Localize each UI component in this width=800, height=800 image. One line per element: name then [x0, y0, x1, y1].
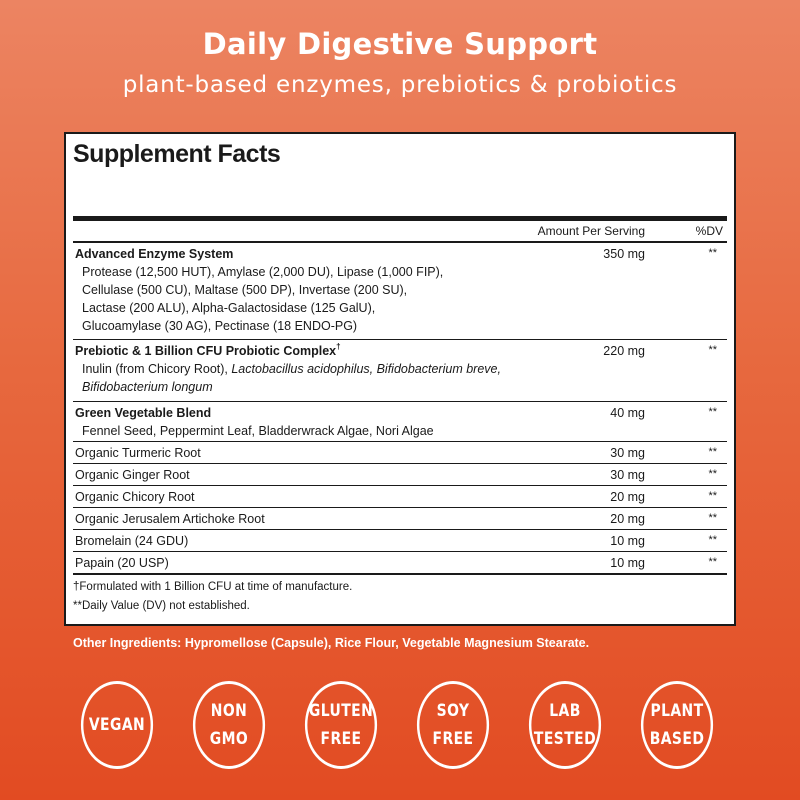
facts-footnotes — [73, 578, 727, 616]
row-sub-line: Glucoamylase (30 AG), Pectinase (18 ENDO-PG) — [82, 319, 358, 333]
row-name-text: Prebiotic & 1 Billion CFU Probiotic Complex — [75, 344, 337, 358]
facts-row-enzyme-system — [73, 243, 727, 340]
probiotic-strains: Lactobacillus acidophilus, Bifidobacterium breve, — [231, 362, 501, 376]
row-amount: 350 mg — [603, 247, 645, 261]
row-sub-line — [73, 378, 727, 396]
row-sub-line: Cellulase (500 CU), Maltase (500 DP), Invertase (200 SU), — [82, 283, 408, 297]
badge-line: FREE — [320, 729, 362, 749]
facts-row-green-blend — [73, 402, 727, 442]
row-sub-line: Protease (12,500 HUT), Amylase (2,000 DU), Lipase (1,000 FIP), — [82, 265, 444, 279]
row-amount: 20 mg — [610, 490, 645, 504]
badge-line: PLANT — [650, 701, 704, 721]
row-dv: ** — [708, 468, 717, 480]
probiotic-strains: Bifidobacterium longum — [82, 380, 213, 394]
badge-soy-free — [417, 681, 489, 769]
row-dv: ** — [708, 344, 717, 356]
facts-column-headers — [73, 224, 727, 240]
row-sub-line: Fennel Seed, Peppermint Leaf, Bladderwrack Algae, Nori Algae — [82, 424, 434, 438]
row-name: Organic Chicory Root — [75, 490, 195, 504]
facts-row-artichoke — [73, 508, 727, 530]
amount-column-header: Amount Per Serving — [537, 224, 645, 238]
row-amount: 10 mg — [610, 534, 645, 548]
row-dv: ** — [708, 247, 717, 259]
row-amount: 30 mg — [610, 468, 645, 482]
row-dv: ** — [708, 512, 717, 524]
dagger-mark: † — [336, 342, 341, 351]
badge-line: GLUTEN — [308, 701, 374, 721]
row-name: Bromelain (24 GDU) — [75, 534, 189, 548]
row-dv: ** — [708, 406, 717, 418]
badge-line: LAB — [549, 701, 581, 721]
row-amount: 220 mg — [603, 344, 645, 358]
facts-row-turmeric — [73, 442, 727, 464]
badge-row — [0, 681, 800, 773]
page-title: Daily Digestive Support — [202, 27, 598, 61]
row-name: Advanced Enzyme System — [75, 247, 234, 261]
badge-line: NON — [210, 701, 248, 721]
other-ingredients: Other Ingredients: Hypromellose (Capsule), Rice Flour, Vegetable Magnesium Stearate. — [73, 636, 590, 650]
facts-title: Supplement Facts — [73, 140, 281, 168]
thick-divider — [73, 216, 727, 221]
dv-column-header: %DV — [695, 224, 723, 238]
footnote-dv: **Daily Value (DV) not established. — [73, 600, 250, 612]
row-name: Organic Ginger Root — [75, 468, 190, 482]
page-subtitle: plant-based enzymes, prebiotics & probiotics — [122, 72, 678, 98]
badge-lab-tested — [529, 681, 601, 769]
badge-line: VEGAN — [88, 715, 146, 735]
facts-row-papain — [73, 552, 727, 575]
row-dv: ** — [708, 490, 717, 502]
row-dv: ** — [708, 534, 717, 546]
badge-line: SOY — [436, 701, 470, 721]
row-sub-line — [73, 360, 727, 378]
facts-row-ginger — [73, 464, 727, 486]
facts-rows — [73, 243, 727, 575]
row-amount: 10 mg — [610, 556, 645, 570]
footnote-cfu: †Formulated with 1 Billion CFU at time of manufacture. — [73, 581, 353, 593]
row-name: Organic Jerusalem Artichoke Root — [75, 512, 265, 526]
badge-line: FREE — [432, 729, 474, 749]
badge-line: BASED — [649, 729, 705, 749]
row-amount: 20 mg — [610, 512, 645, 526]
row-name: Papain (20 USP) — [75, 556, 169, 570]
facts-row-probiotic-complex — [73, 340, 727, 402]
supplement-facts-panel — [64, 132, 736, 626]
badge-line: TESTED — [533, 729, 597, 749]
facts-row-chicory — [73, 486, 727, 508]
row-name: Green Vegetable Blend — [75, 406, 212, 420]
sub-lead-text: Inulin (from Chicory Root), — [82, 362, 232, 376]
badge-line: GMO — [209, 729, 249, 749]
badge-non-gmo — [193, 681, 265, 769]
badge-vegan — [81, 681, 153, 769]
row-dv: ** — [708, 446, 717, 458]
row-amount: 40 mg — [610, 406, 645, 420]
row-sub-line: Lactase (200 ALU), Alpha-Galactosidase (125 GalU), — [82, 301, 376, 315]
facts-row-bromelain — [73, 530, 727, 552]
row-amount: 30 mg — [610, 446, 645, 460]
badge-plant-based — [641, 681, 713, 769]
row-dv: ** — [708, 556, 717, 568]
badge-gluten-free — [305, 681, 377, 769]
row-name: Organic Turmeric Root — [75, 446, 201, 460]
